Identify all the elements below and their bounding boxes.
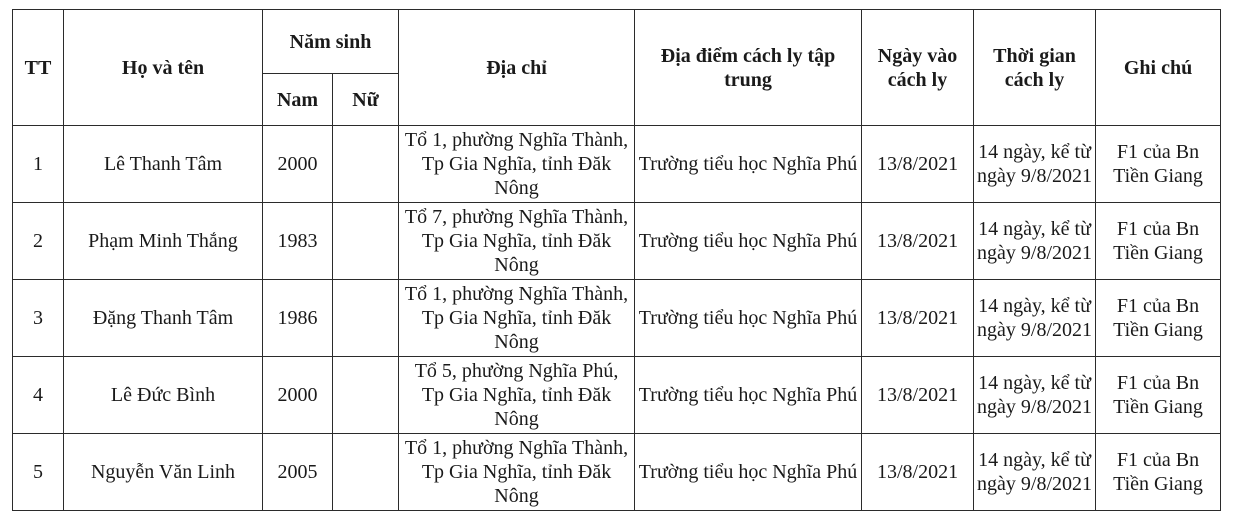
table-row	[13, 126, 1221, 203]
header-birth-year: Năm sinh	[263, 10, 399, 74]
cell-address: Tổ 1, phường Nghĩa Thành, Tp Gia Nghĩa, tỉnh Đăk Nông	[399, 126, 635, 203]
cell-note: F1 của Bn Tiền Giang	[1096, 434, 1221, 511]
cell-place: Trường tiểu học Nghĩa Phú	[635, 434, 862, 511]
cell-address: Tổ 7, phường Nghĩa Thành, Tp Gia Nghĩa, tỉnh Đăk Nông	[399, 203, 635, 280]
cell-birth-male: 2000	[263, 357, 333, 434]
cell-place: Trường tiểu học Nghĩa Phú	[635, 126, 862, 203]
cell-birth-female	[333, 280, 399, 357]
header-quarantine-place: Địa điểm cách ly tập trung	[635, 10, 862, 126]
cell-note: F1 của Bn Tiền Giang	[1096, 280, 1221, 357]
cell-duration: 14 ngày, kể từ ngày 9/8/2021	[974, 280, 1096, 357]
cell-birth-male: 2005	[263, 434, 333, 511]
cell-duration: 14 ngày, kể từ ngày 9/8/2021	[974, 434, 1096, 511]
quarantine-list-table	[12, 9, 1221, 511]
cell-name: Đặng Thanh Tâm	[64, 280, 263, 357]
header-name: Họ và tên	[64, 10, 263, 126]
table-header	[13, 10, 1221, 126]
header-note: Ghi chú	[1096, 10, 1221, 126]
cell-birth-male: 1983	[263, 203, 333, 280]
cell-address: Tổ 1, phường Nghĩa Thành, Tp Gia Nghĩa, tỉnh Đăk Nông	[399, 280, 635, 357]
cell-name: Lê Đức Bình	[64, 357, 263, 434]
table-row	[13, 434, 1221, 511]
cell-birth-male: 1986	[263, 280, 333, 357]
cell-address: Tổ 1, phường Nghĩa Thành, Tp Gia Nghĩa, tỉnh Đăk Nông	[399, 434, 635, 511]
cell-date: 13/8/2021	[862, 357, 974, 434]
header-duration: Thời gian cách ly	[974, 10, 1096, 126]
cell-date: 13/8/2021	[862, 203, 974, 280]
cell-tt: 2	[13, 203, 64, 280]
table-row	[13, 280, 1221, 357]
header-tt: TT	[13, 10, 64, 126]
cell-birth-female	[333, 357, 399, 434]
cell-tt: 3	[13, 280, 64, 357]
cell-place: Trường tiểu học Nghĩa Phú	[635, 203, 862, 280]
cell-tt: 1	[13, 126, 64, 203]
cell-date: 13/8/2021	[862, 126, 974, 203]
cell-place: Trường tiểu học Nghĩa Phú	[635, 357, 862, 434]
cell-birth-female	[333, 203, 399, 280]
table-body	[13, 126, 1221, 511]
table-row	[13, 203, 1221, 280]
table-row	[13, 357, 1221, 434]
cell-birth-female	[333, 434, 399, 511]
header-female: Nữ	[333, 74, 399, 126]
cell-tt: 4	[13, 357, 64, 434]
header-male: Nam	[263, 74, 333, 126]
cell-note: F1 của Bn Tiền Giang	[1096, 357, 1221, 434]
cell-note: F1 của Bn Tiền Giang	[1096, 203, 1221, 280]
cell-name: Lê Thanh Tâm	[64, 126, 263, 203]
cell-birth-male: 2000	[263, 126, 333, 203]
cell-date: 13/8/2021	[862, 280, 974, 357]
cell-address: Tổ 5, phường Nghĩa Phú, Tp Gia Nghĩa, tỉnh Đăk Nông	[399, 357, 635, 434]
cell-tt: 5	[13, 434, 64, 511]
cell-duration: 14 ngày, kể từ ngày 9/8/2021	[974, 126, 1096, 203]
cell-date: 13/8/2021	[862, 434, 974, 511]
cell-note: F1 của Bn Tiền Giang	[1096, 126, 1221, 203]
cell-name: Nguyễn Văn Linh	[64, 434, 263, 511]
header-entry-date: Ngày vào cách ly	[862, 10, 974, 126]
cell-place: Trường tiểu học Nghĩa Phú	[635, 280, 862, 357]
cell-duration: 14 ngày, kể từ ngày 9/8/2021	[974, 203, 1096, 280]
cell-name: Phạm Minh Thắng	[64, 203, 263, 280]
header-address: Địa chỉ	[399, 10, 635, 126]
cell-birth-female	[333, 126, 399, 203]
cell-duration: 14 ngày, kể từ ngày 9/8/2021	[974, 357, 1096, 434]
